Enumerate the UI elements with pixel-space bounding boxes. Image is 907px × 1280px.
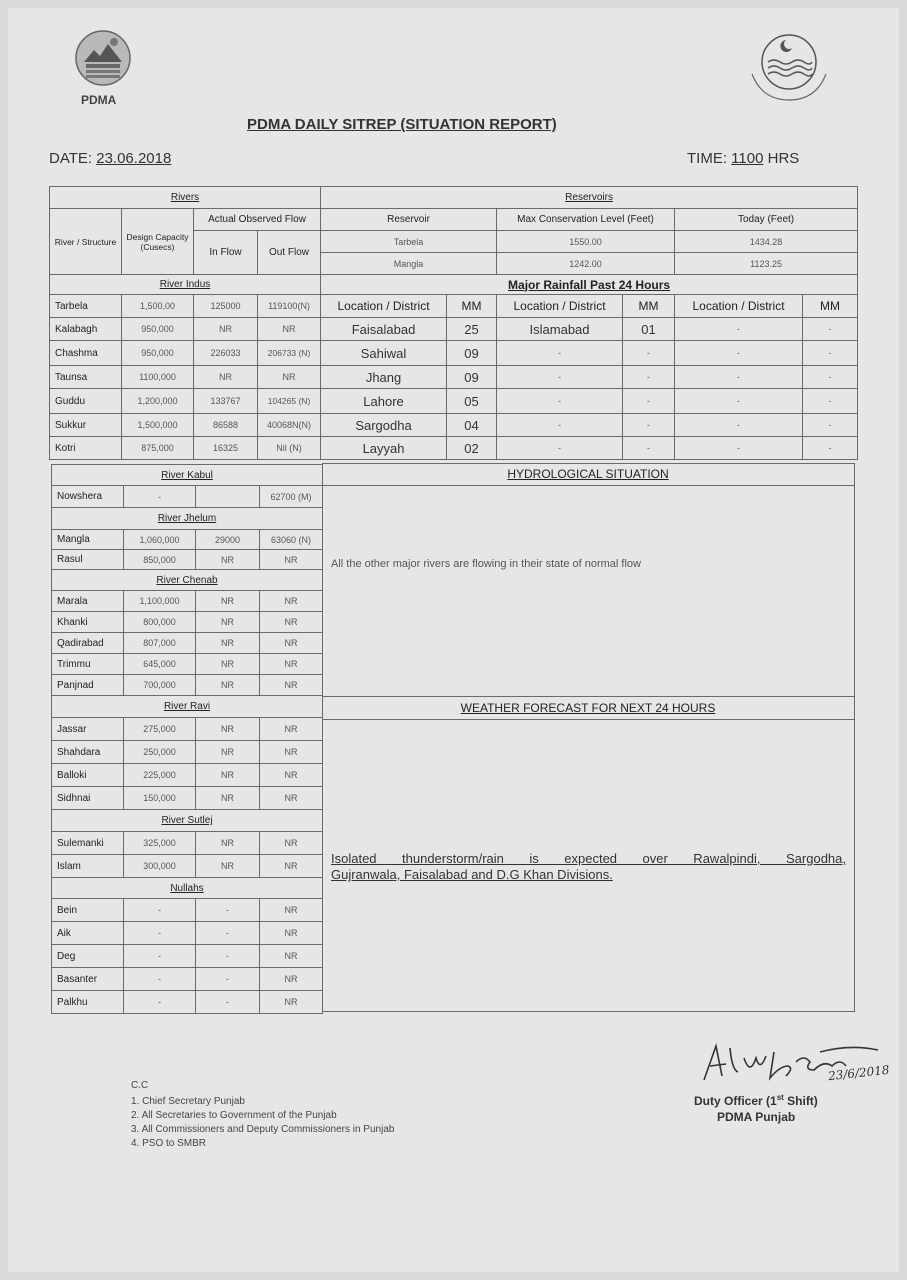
rain-location: - [497,414,623,437]
nullahs-header: Nullahs [52,878,323,899]
inflow: NR [196,741,260,764]
rain-mm: - [623,389,675,414]
outflow: 206733 (N) [258,341,321,366]
station-name: Marala [52,591,124,612]
reservoirs-header: Reservoirs [321,187,858,209]
rivers-header: Rivers [50,187,321,209]
cc-item: 2. All Secretaries to Government of the Punjab [131,1110,337,1121]
inflow: NR [196,832,260,855]
station-name: Kotri [50,437,122,460]
outflow: NR [260,718,323,741]
pdma-logo [70,28,136,92]
station-name: Kalabagh [50,318,122,341]
col-reservoir: Reservoir [321,209,497,231]
station-name: Rasul [52,550,124,570]
outflow: NR [260,855,323,878]
station-name: Qadirabad [52,633,124,654]
rain-location: - [675,437,803,460]
cc-item: 1. Chief Secretary Punjab [131,1096,245,1107]
outflow: NR [260,787,323,810]
cc-item: 3. All Commissioners and Deputy Commissioners in Punjab [131,1124,395,1135]
time-unit: HRS [767,150,800,167]
rain-mm: 02 [447,437,497,460]
inflow: - [196,899,260,922]
inflow: NR [196,787,260,810]
punjab-emblem-icon [746,24,832,102]
design-capacity: 800,000 [124,612,196,633]
inflow: NR [196,633,260,654]
design-capacity: 645,000 [124,654,196,675]
station-name: Sukkur [50,414,122,437]
rain-mm: 09 [447,366,497,389]
design-capacity: 950,000 [122,318,194,341]
rain-mm: - [623,366,675,389]
outflow: NR [260,591,323,612]
rain-mm: 01 [623,318,675,341]
date-label: DATE: [49,150,93,167]
design-capacity: 250,000 [124,741,196,764]
time-label: TIME: [687,150,727,167]
rain-col-location: Location / District [497,295,623,318]
station-name: Palkhu [52,991,124,1014]
inflow: NR [196,855,260,878]
inflow: NR [196,675,260,696]
reservoir-today: 1434.28 [675,231,858,253]
rain-location: Sargodha [321,414,447,437]
rain-location: - [497,437,623,460]
outflow: 63060 (N) [260,530,323,550]
river-ravi-header: River Ravi [52,696,323,718]
river-jhelum-header: River Jhelum [52,508,323,530]
rain-mm: 05 [447,389,497,414]
officer-prefix: Duty Officer (1 [694,1094,777,1108]
station-name: Mangla [52,530,124,550]
duty-officer-org: PDMA Punjab [717,1110,796,1124]
duty-officer-title [694,1093,818,1108]
design-capacity: 875,000 [122,437,194,460]
design-capacity: 1,060,000 [124,530,196,550]
design-capacity: - [124,968,196,991]
river-indus-header: River Indus [50,275,321,295]
rain-location: Layyah [321,437,447,460]
design-capacity: 950,000 [122,341,194,366]
reservoir-max: 1242.00 [497,253,675,275]
rain-location: Lahore [321,389,447,414]
rain-mm: - [803,366,858,389]
rain-col-mm: MM [803,295,858,318]
col-actual-observed-flow: Actual Observed Flow [194,209,321,231]
rain-mm: - [803,341,858,366]
station-name: Trimmu [52,654,124,675]
rain-mm: - [623,341,675,366]
inflow: 133767 [194,389,258,414]
design-capacity: 1,100,000 [124,591,196,612]
rain-col-mm: MM [623,295,675,318]
weather-panel [322,696,855,1012]
inflow: - [196,968,260,991]
station-name: Shahdara [52,741,124,764]
rain-location: Sahiwal [321,341,447,366]
outflow: NR [260,633,323,654]
rain-mm: - [803,389,858,414]
outflow: NR [258,366,321,389]
outflow: Nil (N) [258,437,321,460]
signature-date: 23/6/2018 [827,1062,891,1084]
outflow: NR [260,764,323,787]
outflow: 104265 (N) [258,389,321,414]
rain-location: - [675,366,803,389]
station-name: Sidhnai [52,787,124,810]
reservoir-today: 1123.25 [675,253,858,275]
outflow: NR [260,991,323,1014]
inflow: NR [194,366,258,389]
pdma-logo-text: PDMA [81,93,117,107]
design-capacity: 150,000 [124,787,196,810]
rivers-lower-table [51,464,323,1014]
inflow [196,486,260,508]
rain-location: - [675,389,803,414]
rain-col-location: Location / District [321,295,447,318]
date-value: 23.06.2018 [96,150,172,167]
inflow: 29000 [196,530,260,550]
reservoir-max: 1550.00 [497,231,675,253]
outflow: NR [260,741,323,764]
officer-sup: st [776,1093,784,1102]
cc-label: C.C [131,1080,149,1091]
hydrological-text: All the other major rivers are flowing in their state of normal flow [331,558,641,570]
design-capacity: 1100,000 [122,366,194,389]
river-kabul-header: River Kabul [52,465,323,486]
rain-location: Islamabad [497,318,623,341]
outflow: NR [260,832,323,855]
weather-text-line1: Isolated thunderstorm/rain is expected over Rawalpindi, Sargodha, [331,851,846,866]
reservoir-name: Tarbela [321,231,497,253]
outflow: 62700 (M) [260,486,323,508]
design-capacity: - [124,945,196,968]
inflow: NR [196,612,260,633]
rain-location: - [497,366,623,389]
inflow: 16325 [194,437,258,460]
station-name: Khanki [52,612,124,633]
cc-list [131,1079,394,1151]
design-capacity: 225,000 [124,764,196,787]
river-chenab-header: River Chenab [52,570,323,591]
outflow: NR [260,922,323,945]
sitrep-top-table [49,186,858,460]
design-capacity: 300,000 [124,855,196,878]
river-sutlej-header: River Sutlej [52,810,323,832]
outflow: NR [260,550,323,570]
date-line [49,150,207,167]
design-capacity: 807,000 [124,633,196,654]
design-capacity: - [124,922,196,945]
outflow: NR [260,654,323,675]
inflow: - [196,945,260,968]
outflow: NR [260,968,323,991]
rain-mm: - [623,414,675,437]
design-capacity: 1,200,000 [122,389,194,414]
col-today-feet: Today (Feet) [675,209,858,231]
inflow: - [196,922,260,945]
outflow: NR [260,945,323,968]
station-name: Bein [52,899,124,922]
col-outflow: Out Flow [258,231,321,275]
station-name: Islam [52,855,124,878]
inflow: NR [196,591,260,612]
officer-suffix: Shift) [783,1094,818,1108]
col-design-capacity: Design Capacity (Cusecs) [122,209,194,275]
report-title: PDMA DAILY SITREP (SITUATION REPORT) [247,116,557,133]
hydrological-title: HYDROLOGICAL SITUATION [322,464,854,486]
col-inflow: In Flow [194,231,258,275]
station-name: Deg [52,945,124,968]
weather-title: WEATHER FORECAST FOR NEXT 24 HOURS [322,697,854,720]
design-capacity: 700,000 [124,675,196,696]
rain-mm: - [803,437,858,460]
station-name: Aik [52,922,124,945]
station-name: Panjnad [52,675,124,696]
design-capacity: - [124,899,196,922]
rain-col-mm: MM [447,295,497,318]
station-name: Guddu [50,389,122,414]
inflow: NR [196,550,260,570]
rain-mm: - [803,318,858,341]
rainfall-header: Major Rainfall Past 24 Hours [321,275,858,295]
rain-location: Faisalabad [321,318,447,341]
rain-location: - [675,341,803,366]
station-name: Sulemanki [52,832,124,855]
outflow: NR [260,899,323,922]
outflow: 119100(N) [258,295,321,318]
punjab-emblem [746,24,832,102]
design-capacity: 1,500,00 [122,295,194,318]
outflow: 40068N(N) [258,414,321,437]
rain-mm: 04 [447,414,497,437]
time-line [687,150,799,167]
inflow: NR [196,718,260,741]
weather-text-line2: Gujranwala, Faisalabad and D.G Khan Divisions. [331,867,613,882]
rain-location: - [675,318,803,341]
station-name: Tarbela [50,295,122,318]
design-capacity: - [124,991,196,1014]
design-capacity: - [124,486,196,508]
rain-mm: - [803,414,858,437]
rain-location: - [497,341,623,366]
outflow: NR [260,675,323,696]
outflow: NR [260,612,323,633]
inflow: 86588 [194,414,258,437]
pdma-emblem-icon [70,28,136,92]
outflow: NR [258,318,321,341]
rain-location: Jhang [321,366,447,389]
design-capacity: 325,000 [124,832,196,855]
rain-location: - [497,389,623,414]
time-value: 1100 [731,150,764,167]
inflow: 226033 [194,341,258,366]
cc-item: 4. PSO to SMBR [131,1138,207,1149]
design-capacity: 850,000 [124,550,196,570]
station-name: Balloki [52,764,124,787]
col-river-structure: River / Structure [50,209,122,275]
inflow: - [196,991,260,1014]
station-name: Jassar [52,718,124,741]
design-capacity: 1,500,000 [122,414,194,437]
hydrological-panel [322,463,855,697]
station-name: Chashma [50,341,122,366]
design-capacity: 275,000 [124,718,196,741]
col-max-conservation-level: Max Conservation Level (Feet) [497,209,675,231]
inflow: NR [194,318,258,341]
rain-mm: 25 [447,318,497,341]
station-name: Basanter [52,968,124,991]
rain-mm: 09 [447,341,497,366]
inflow: 125000 [194,295,258,318]
rain-col-location: Location / District [675,295,803,318]
station-name: Taunsa [50,366,122,389]
inflow: NR [196,654,260,675]
station-name: Nowshera [52,486,124,508]
reservoir-name: Mangla [321,253,497,275]
rain-location: - [675,414,803,437]
rain-mm: - [623,437,675,460]
inflow: NR [196,764,260,787]
